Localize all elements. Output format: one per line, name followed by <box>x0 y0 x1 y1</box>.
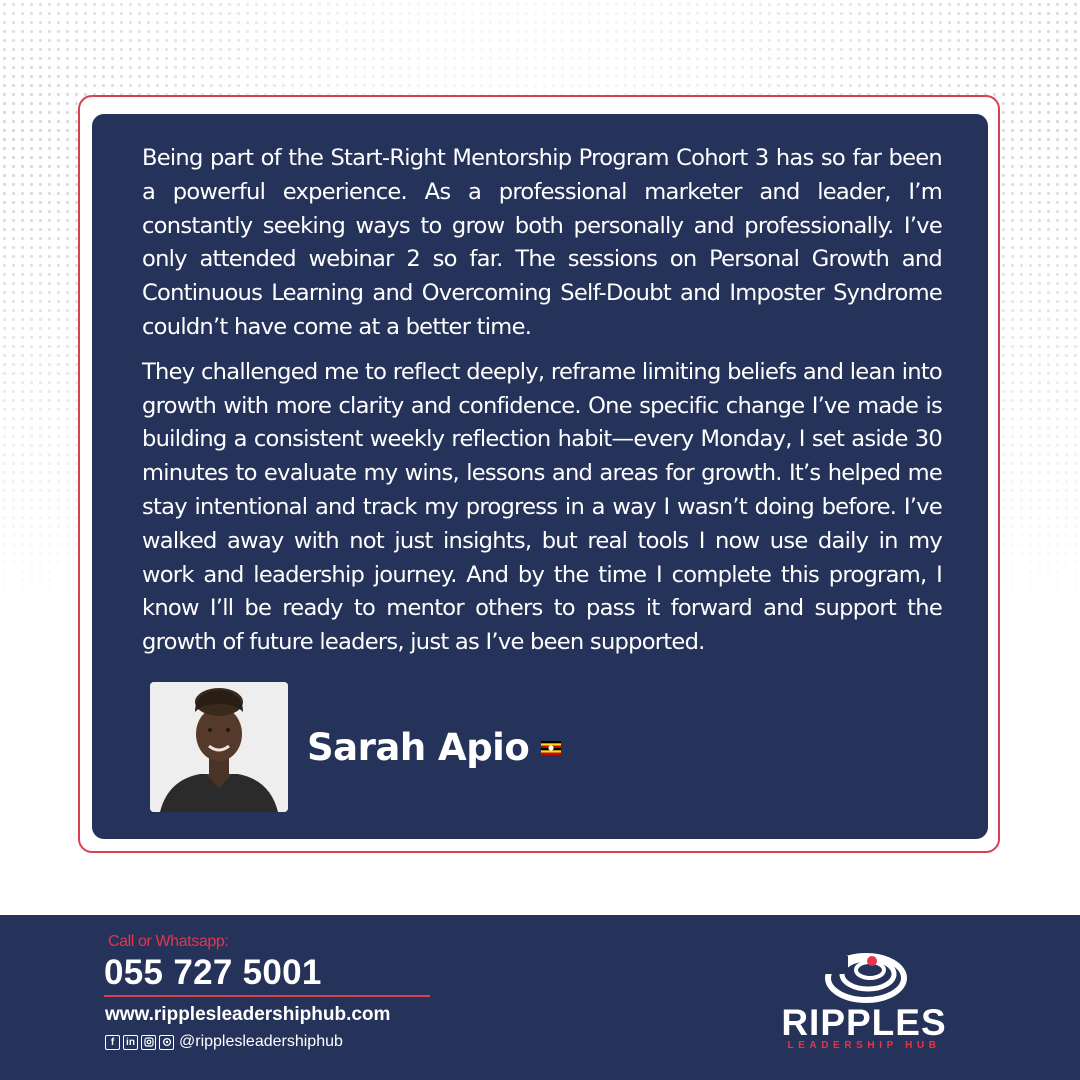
testimonial-text <box>142 142 942 671</box>
facebook-icon[interactable]: f <box>105 1035 120 1050</box>
social-handle[interactable]: @ripplesleadershiphub <box>179 1033 343 1050</box>
social-row <box>105 1033 343 1051</box>
phone-number[interactable]: 055 727 5001 <box>104 953 322 992</box>
footer-divider <box>104 995 430 997</box>
linkedin-icon[interactable]: in <box>123 1035 138 1050</box>
call-label: Call or Whatsapp: <box>108 933 229 950</box>
logo-tagline: LEADERSHIP HUB <box>787 1040 941 1051</box>
testimonial-paragraph-2: They challenged me to reflect deeply, reframe limiting beliefs and lean into growth with more clarity and confidence. One specific change I’ve made is building a consistent weekly reflection habit—every Monday, I set aside 30 minutes to evaluate my wins, lessons and areas for growth. It’s helped me stay intentional and track my progress in a way I wasn’t doing before. I’ve walked away with not just insights, but real tools I now use daily in my work and leadership journey. And by the time I complete this program, I know I’ll be ready to mentor others to pass it forward and support the growth of future leaders, just as I’ve been supported. <box>142 358 942 656</box>
testimonial-paragraph-1: Being part of the Start-Right Mentorship Program Cohort 3 has so far been a powerful experience. As a professional marketer and leader, I’m constantly seeking ways to grow both personally and professionally. I’ve only attended webinar 2 so far. The sessions on Personal Growth and Continuous Learning and Overcoming Self-Doubt and Imposter Syndrome couldn’t have come at a better time. <box>142 145 942 340</box>
instagram-icon[interactable] <box>141 1035 156 1050</box>
author-row <box>307 726 561 769</box>
uganda-flag-icon <box>541 741 561 755</box>
threads-icon[interactable] <box>159 1035 174 1050</box>
logo-name: RIPPLES <box>781 1002 947 1043</box>
author-name: Sarah Apio <box>307 726 530 769</box>
author-photo <box>150 682 288 812</box>
website-link[interactable]: www.ripplesleadershiphub.com <box>105 1004 391 1025</box>
